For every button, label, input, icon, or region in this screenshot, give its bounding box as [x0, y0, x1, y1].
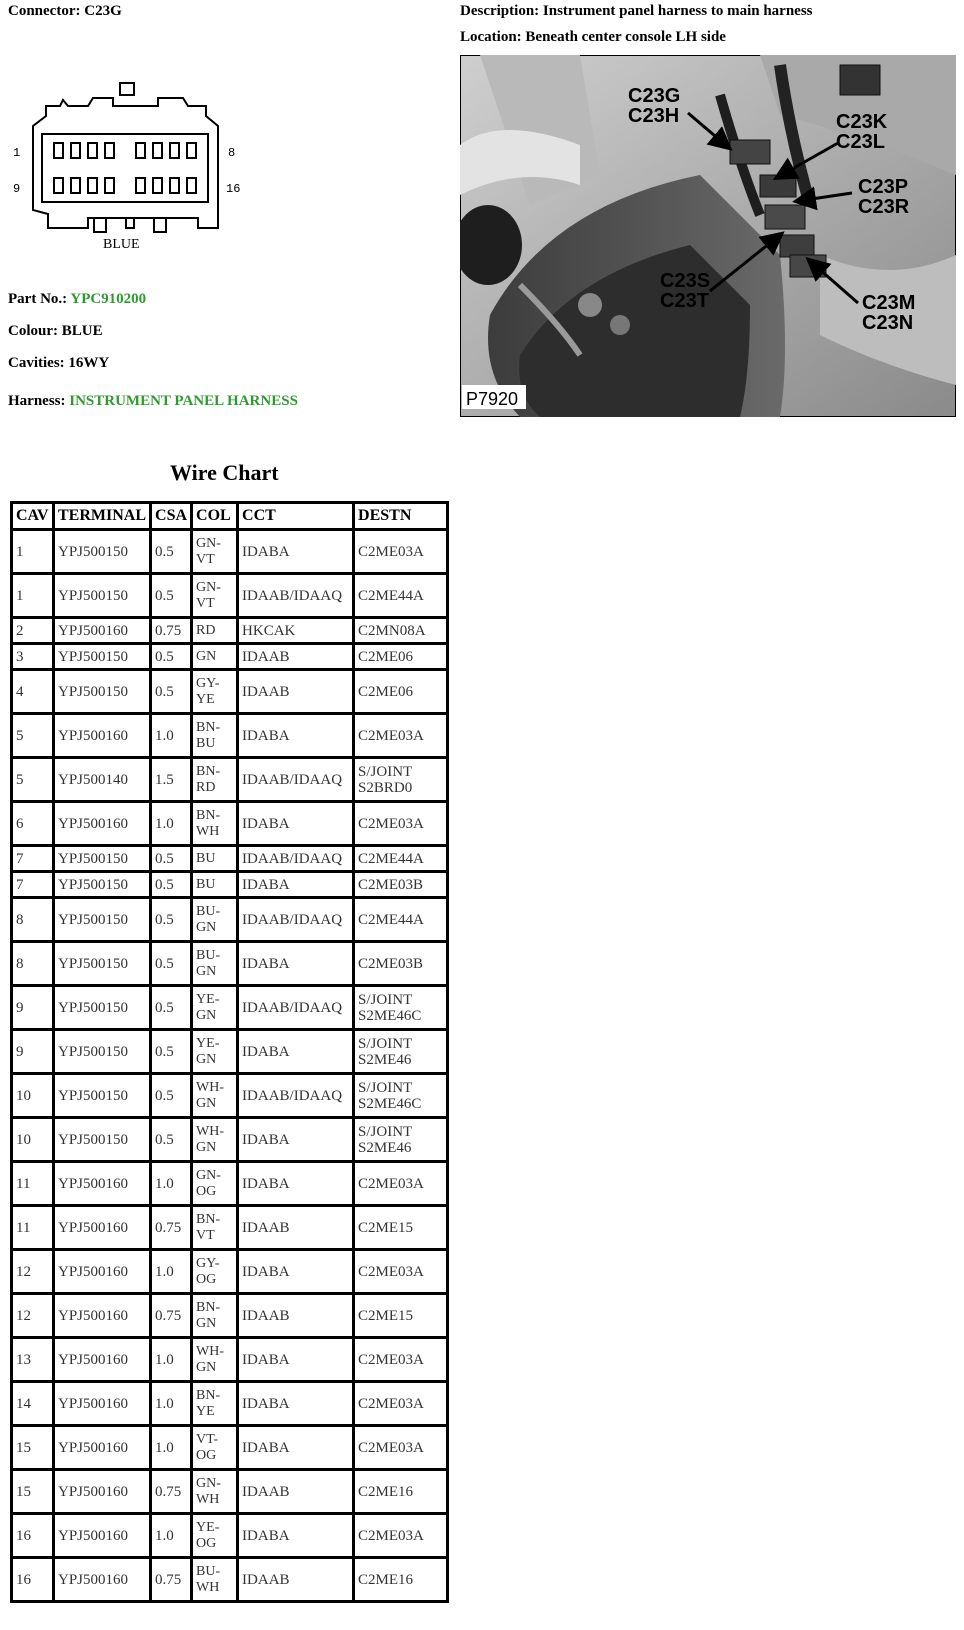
cell-csa: 0.5: [151, 1030, 192, 1074]
cell-cav: 8: [12, 942, 54, 986]
cell-cct: IDAAB/IDAAQ: [238, 758, 354, 802]
cell-cct: IDAAB/IDAAQ: [238, 846, 354, 872]
cell-csa: 0.75: [151, 618, 192, 644]
cell-terminal: YPJ500150: [54, 942, 151, 986]
cell-col: WH- GN: [192, 1338, 238, 1382]
table-row: [12, 1382, 448, 1426]
cell-col: BU: [192, 872, 238, 898]
callout-c23m: C23M: [862, 292, 916, 314]
cell-col: GN- OG: [192, 1162, 238, 1206]
cell-csa: 0.5: [151, 530, 192, 574]
cell-cct: IDABA: [238, 1250, 354, 1294]
cell-col: GY- OG: [192, 1250, 238, 1294]
cell-cav: 1: [12, 574, 54, 618]
header-cav: CAV: [12, 503, 54, 530]
callout-c23p: C23P: [858, 176, 909, 198]
cell-cav: 8: [12, 898, 54, 942]
cell-col: BN- RD: [192, 758, 238, 802]
cell-csa: 1.0: [151, 1162, 192, 1206]
table-row: [12, 898, 448, 942]
cell-csa: 0.5: [151, 898, 192, 942]
table-row: [12, 1074, 448, 1118]
cell-cct: IDAAB/IDAAQ: [238, 898, 354, 942]
cell-col: GN- VT: [192, 530, 238, 574]
callout-c23h: C23H: [628, 105, 680, 127]
colour-label: Colour: BLUE: [8, 323, 103, 339]
cell-csa: 1.0: [151, 1426, 192, 1470]
cell-destn: C2ME44A: [354, 846, 448, 872]
cell-destn: C2ME06: [354, 644, 448, 670]
cell-cct: IDABA: [238, 1118, 354, 1162]
cell-terminal: YPJ500160: [54, 714, 151, 758]
table-row: [12, 1030, 448, 1074]
cell-cav: 13: [12, 1338, 54, 1382]
cell-csa: 1.0: [151, 1514, 192, 1558]
cell-cct: IDABA: [238, 714, 354, 758]
cell-csa: 0.5: [151, 670, 192, 714]
table-row: [12, 714, 448, 758]
cell-terminal: YPJ500150: [54, 898, 151, 942]
cell-cav: 12: [12, 1250, 54, 1294]
cell-terminal: YPJ500150: [54, 872, 151, 898]
header-destn: DESTN: [354, 503, 448, 530]
table-row: [12, 1162, 448, 1206]
cell-terminal: YPJ500160: [54, 1470, 151, 1514]
pin-16-label: 16: [226, 182, 241, 196]
cell-terminal: YPJ500150: [54, 670, 151, 714]
cell-terminal: YPJ500160: [54, 1250, 151, 1294]
cell-cav: 4: [12, 670, 54, 714]
cell-col: YE- OG: [192, 1514, 238, 1558]
table-row: [12, 530, 448, 574]
cell-cav: 15: [12, 1470, 54, 1514]
cell-destn: C2ME03A: [354, 714, 448, 758]
wire-chart-body: [12, 530, 448, 1602]
harness-link[interactable]: INSTRUMENT PANEL HARNESS: [69, 393, 298, 409]
cell-terminal: YPJ500140: [54, 758, 151, 802]
cell-col: BU- GN: [192, 942, 238, 986]
cell-csa: 0.5: [151, 986, 192, 1030]
cell-cav: 15: [12, 1426, 54, 1470]
cell-cav: 7: [12, 872, 54, 898]
cell-terminal: YPJ500160: [54, 1426, 151, 1470]
cavity-grid: [54, 143, 196, 193]
cell-csa: 0.5: [151, 872, 192, 898]
cell-destn: C2ME44A: [354, 574, 448, 618]
cell-col: BU- WH: [192, 1558, 238, 1602]
table-row: [12, 802, 448, 846]
cell-terminal: YPJ500150: [54, 1030, 151, 1074]
cell-destn: C2ME44A: [354, 898, 448, 942]
cell-terminal: YPJ500150: [54, 530, 151, 574]
cell-col: BN- YE: [192, 1382, 238, 1426]
table-row: [12, 1206, 448, 1250]
cell-col: YE- GN: [192, 986, 238, 1030]
cell-col: VT- OG: [192, 1426, 238, 1470]
callout-c23k: C23K: [836, 111, 888, 133]
harness-label: Harness:: [8, 393, 66, 409]
cell-cct: IDABA: [238, 942, 354, 986]
cell-cct: IDABA: [238, 872, 354, 898]
cell-cct: IDAAB: [238, 1206, 354, 1250]
cell-csa: 1.0: [151, 802, 192, 846]
cell-cav: 9: [12, 1030, 54, 1074]
cell-csa: 0.5: [151, 846, 192, 872]
cell-cct: IDABA: [238, 1514, 354, 1558]
table-row: [12, 1294, 448, 1338]
cell-terminal: YPJ500160: [54, 1162, 151, 1206]
cell-terminal: YPJ500150: [54, 1074, 151, 1118]
cell-destn: S/JOINT S2ME46: [354, 1030, 448, 1074]
connector-color-label: BLUE: [103, 237, 140, 252]
cell-col: WH- GN: [192, 1118, 238, 1162]
cell-csa: 0.75: [151, 1558, 192, 1602]
cell-csa: 0.5: [151, 574, 192, 618]
cell-destn: C2ME15: [354, 1206, 448, 1250]
callout-c23t: C23T: [660, 290, 709, 312]
header-csa: CSA: [151, 503, 192, 530]
cell-csa: 0.5: [151, 1074, 192, 1118]
cell-cct: HKCAK: [238, 618, 354, 644]
table-row: [12, 1558, 448, 1602]
cell-destn: S/JOINT S2ME46C: [354, 1074, 448, 1118]
wire-chart-title: Wire Chart: [170, 460, 279, 485]
cell-destn: C2ME06: [354, 670, 448, 714]
cell-cct: IDAAB/IDAAQ: [238, 986, 354, 1030]
callout-c23g: C23G: [628, 85, 681, 107]
table-row: [12, 1426, 448, 1470]
cell-terminal: YPJ500150: [54, 574, 151, 618]
cell-col: GN- VT: [192, 574, 238, 618]
cell-cav: 5: [12, 714, 54, 758]
cell-col: GN: [192, 644, 238, 670]
pin-8-label: 8: [228, 146, 236, 160]
cell-destn: C2ME03A: [354, 1514, 448, 1558]
table-row: [12, 846, 448, 872]
cell-destn: S/JOINT S2ME46: [354, 1118, 448, 1162]
table-row: [12, 758, 448, 802]
cell-destn: C2ME03A: [354, 1382, 448, 1426]
cell-csa: 0.75: [151, 1470, 192, 1514]
cell-destn: C2ME03A: [354, 530, 448, 574]
header-terminal: TERMINAL: [54, 503, 151, 530]
location-label: Location: Beneath center console LH side: [460, 29, 726, 45]
header-cct: CCT: [238, 503, 354, 530]
table-row: [12, 1470, 448, 1514]
cell-cav: 12: [12, 1294, 54, 1338]
cell-col: RD: [192, 618, 238, 644]
cell-cct: IDABA: [238, 1162, 354, 1206]
cell-cct: IDABA: [238, 1338, 354, 1382]
connector-diagram: [8, 78, 248, 268]
cell-col: GN- WH: [192, 1470, 238, 1514]
cell-cav: 10: [12, 1074, 54, 1118]
table-row: [12, 986, 448, 1030]
table-row: [12, 1250, 448, 1294]
wire-chart-header-row: [12, 503, 448, 530]
cell-terminal: YPJ500150: [54, 846, 151, 872]
cell-terminal: YPJ500160: [54, 1558, 151, 1602]
table-row: [12, 1118, 448, 1162]
cell-destn: C2ME03A: [354, 1162, 448, 1206]
cell-col: YE- GN: [192, 1030, 238, 1074]
cell-destn: C2ME03A: [354, 1426, 448, 1470]
table-row: [12, 644, 448, 670]
wire-chart-table: [10, 501, 449, 1603]
photo-code: P7920: [466, 389, 519, 409]
cell-destn: C2ME03B: [354, 942, 448, 986]
cell-cct: IDABA: [238, 1426, 354, 1470]
table-row: [12, 1514, 448, 1558]
cell-cct: IDAAB: [238, 670, 354, 714]
cell-cct: IDABA: [238, 1382, 354, 1426]
cell-destn: C2ME03A: [354, 1338, 448, 1382]
callout-c23l: C23L: [836, 131, 885, 153]
cell-cav: 7: [12, 846, 54, 872]
cell-cct: IDABA: [238, 530, 354, 574]
cell-col: BN- WH: [192, 802, 238, 846]
cell-terminal: YPJ500160: [54, 618, 151, 644]
cell-destn: C2ME03A: [354, 802, 448, 846]
cell-col: WH- GN: [192, 1074, 238, 1118]
cell-cct: IDAAB: [238, 1294, 354, 1338]
header-col: COL: [192, 503, 238, 530]
cell-col: BN- VT: [192, 1206, 238, 1250]
cell-terminal: YPJ500160: [54, 1382, 151, 1426]
cell-terminal: YPJ500160: [54, 1294, 151, 1338]
cell-cav: 6: [12, 802, 54, 846]
callout-c23r: C23R: [858, 196, 910, 218]
cell-destn: S/JOINT S2BRD0: [354, 758, 448, 802]
cavities-label: Cavities: 16WY: [8, 355, 110, 371]
cell-destn: C2ME03A: [354, 1250, 448, 1294]
cell-terminal: YPJ500160: [54, 1206, 151, 1250]
cell-cav: 16: [12, 1558, 54, 1602]
callout-c23s: C23S: [660, 270, 711, 292]
cell-destn: C2ME15: [354, 1294, 448, 1338]
cell-destn: C2ME16: [354, 1558, 448, 1602]
cell-cav: 14: [12, 1382, 54, 1426]
cell-cct: IDAAB: [238, 1558, 354, 1602]
cell-col: BN- GN: [192, 1294, 238, 1338]
pin-1-label: 1: [13, 146, 21, 160]
part-number: [8, 291, 146, 308]
cell-cav: 1: [12, 530, 54, 574]
table-row: [12, 942, 448, 986]
cell-csa: 1.0: [151, 1250, 192, 1294]
cell-cct: IDABA: [238, 802, 354, 846]
table-row: [12, 1338, 448, 1382]
harness: [8, 393, 298, 410]
cell-terminal: YPJ500160: [54, 1514, 151, 1558]
table-row: [12, 872, 448, 898]
cell-destn: C2ME16: [354, 1470, 448, 1514]
cell-terminal: YPJ500150: [54, 644, 151, 670]
cell-col: BU- GN: [192, 898, 238, 942]
table-row: [12, 574, 448, 618]
cell-terminal: YPJ500150: [54, 986, 151, 1030]
cell-csa: 0.5: [151, 942, 192, 986]
cell-cav: 11: [12, 1206, 54, 1250]
cell-cav: 16: [12, 1514, 54, 1558]
cell-csa: 0.75: [151, 1294, 192, 1338]
location-photo: [460, 55, 956, 417]
cell-cav: 3: [12, 644, 54, 670]
table-row: [12, 618, 448, 644]
cell-cct: IDAAB: [238, 1470, 354, 1514]
cell-csa: 0.5: [151, 1118, 192, 1162]
cell-cav: 5: [12, 758, 54, 802]
cell-cct: IDABA: [238, 1030, 354, 1074]
cell-csa: 1.0: [151, 1382, 192, 1426]
cell-cav: 11: [12, 1162, 54, 1206]
cell-col: BU: [192, 846, 238, 872]
table-row: [12, 670, 448, 714]
cell-cct: IDAAB/IDAAQ: [238, 1074, 354, 1118]
cell-cav: 2: [12, 618, 54, 644]
cell-cav: 10: [12, 1118, 54, 1162]
connector-label: Connector: C23G: [8, 3, 122, 19]
part-number-link[interactable]: YPC910200: [70, 291, 147, 307]
cell-terminal: YPJ500160: [54, 1338, 151, 1382]
cell-csa: 0.75: [151, 1206, 192, 1250]
cell-destn: S/JOINT S2ME46C: [354, 986, 448, 1030]
cell-cct: IDAAB: [238, 644, 354, 670]
callout-c23n: C23N: [862, 312, 914, 334]
cell-col: GY- YE: [192, 670, 238, 714]
cell-destn: C2MN08A: [354, 618, 448, 644]
cell-destn: C2ME03B: [354, 872, 448, 898]
cell-col: BN- BU: [192, 714, 238, 758]
part-number-label: Part No.:: [8, 291, 68, 307]
cell-csa: 1.0: [151, 714, 192, 758]
description-label: Description: Instrument panel harness to main harness: [460, 3, 813, 19]
cell-cav: 9: [12, 986, 54, 1030]
pin-9-label: 9: [13, 182, 21, 196]
cell-csa: 0.5: [151, 644, 192, 670]
cell-csa: 1.0: [151, 1338, 192, 1382]
cell-terminal: YPJ500160: [54, 802, 151, 846]
cell-cct: IDAAB/IDAAQ: [238, 574, 354, 618]
cell-csa: 1.5: [151, 758, 192, 802]
cell-terminal: YPJ500150: [54, 1118, 151, 1162]
